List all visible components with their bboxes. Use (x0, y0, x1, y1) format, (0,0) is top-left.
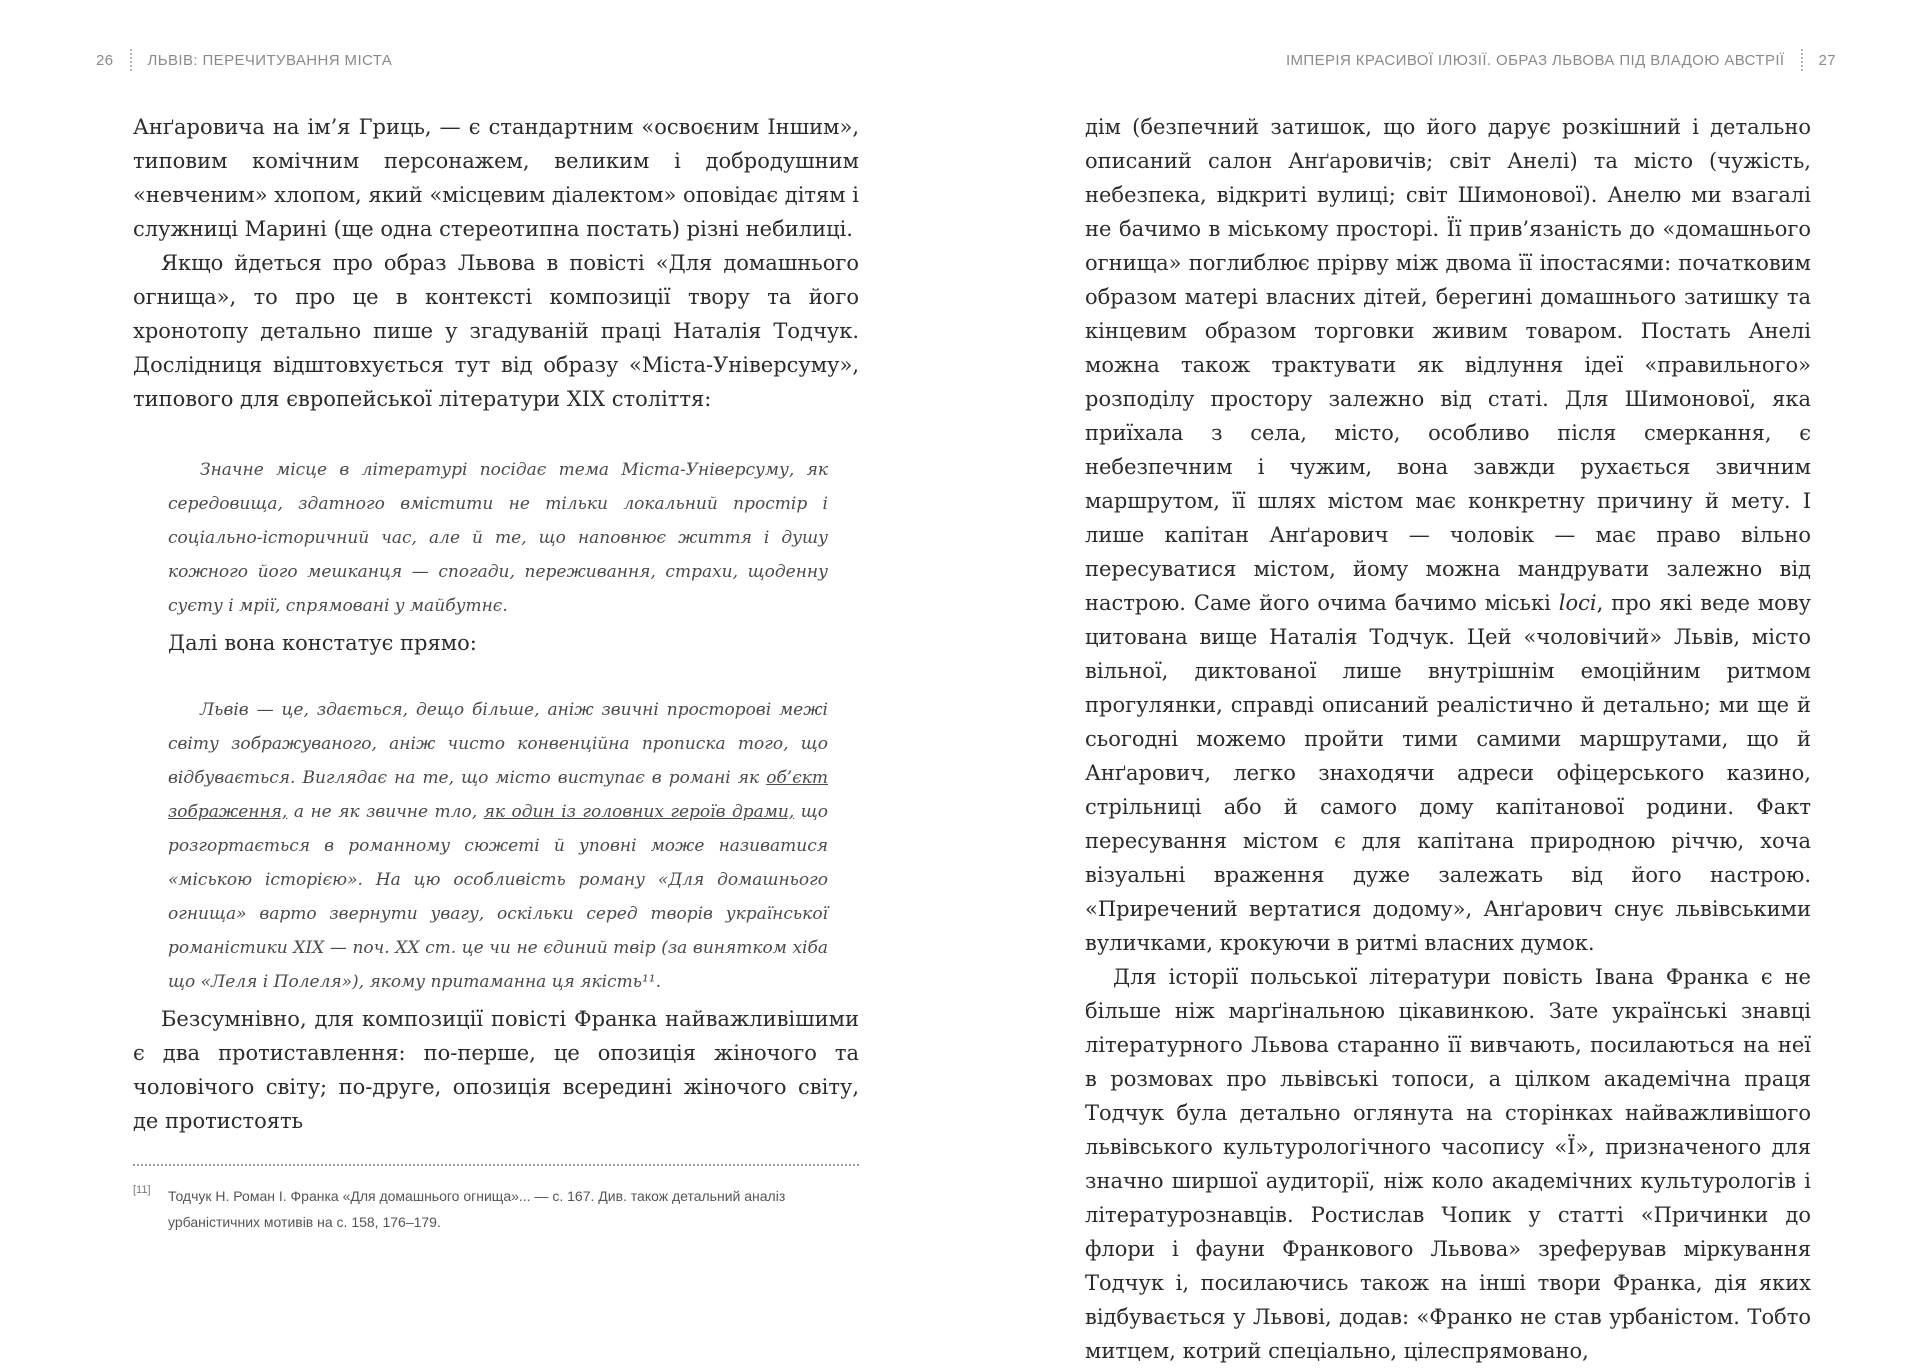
left-page-number: 26 (96, 52, 114, 69)
left-body-bottom (133, 1002, 859, 1138)
block-quote-2 (168, 693, 828, 999)
lead-in: Далі вона констатує прямо: (168, 631, 477, 655)
footnote-text: Тодчук Н. Роман І. Франка «Для домашнього огнища»... — с. 167. Див. також детальний аналіз урбаністичних мотивів на с. 158, 176–179. (168, 1188, 786, 1230)
italic-term: loci (1558, 591, 1597, 615)
right-running-head (1286, 49, 1836, 71)
left-body-top (133, 110, 859, 416)
header-separator (130, 49, 132, 71)
block-quote-1 (168, 453, 828, 623)
quote-text: Значне місце в літературі посідає тема Міста-Універсуму, як середовища, здатного вмістити не тільки локальний простір і соціально-історичний час, але й те, що наповнює життя і душу кожного його мешканця — спогади, переживання, страхи, щоденну суєту і мрії, спрямовані у майбутнє. (168, 460, 828, 616)
left-page (0, 0, 960, 1325)
quote-text: Львів — це, здається, дещо більше, аніж звичні просторові межі світу зображуваного, аніж чисто конвенційна прописка того, що відбувається. Виглядає на те, що місто виступає в романі як об’єкт зображення, а не як звичне тло, як один із головних героїв драми, що розгортається в романному сюжеті й уповні може називатися «міською історією». На цю особливість роману «Для домашнього огнища» варто звернути увагу, оскільки серед творів української романістики XIX — поч. XX ст. це чи не єдиний твір (за винятком хіба що «Леля і Полеля»), якому притаманна ця якість¹¹. (168, 700, 828, 992)
left-header-title: ЛЬВІВ: ПЕРЕЧИТУВАННЯ МІСТА (147, 52, 393, 69)
right-header-title: ІМПЕРІЯ КРАСИВОЇ ІЛЮЗІЇ. ОБРАЗ ЛЬВОВА ПІД ВЛАДОЮ АВСТРІЇ (1285, 52, 1785, 69)
left-running-head (96, 49, 392, 71)
underlined-phrase: об’єкт зображення, (168, 768, 828, 822)
header-separator (1801, 49, 1803, 71)
right-page (960, 0, 1920, 1363)
footnote-mark: [11] (133, 1184, 151, 1196)
right-page-number: 27 (1818, 52, 1836, 69)
paragraph: Для історії польської літератури повість Івана Франка є не більше ніж марґінальною цікавинкою. Зате українські знавці літературного Львова старанно її вивчають, посилаються на неї в розмовах про львівські топоси, а цілком академічна праця Тодчук була детально оглянута на сторінках найважливішого львівського культурологічного часопису «Ї», призначеного для значно ширшої аудиторії, ніж коло академічних культурологів і літературознавців. Ростислав Чопик у статті «Причинки до флори і фауни Франкового Львова» зреферував міркування Тодчук і, посилаючись також на інші твори Франка, дія яких відбувається у Львові, додав: «Франко не став урбаністом. Тобто митцем, котрий спеціально, цілеспрямовано, (1085, 965, 1811, 1363)
footnote-divider (133, 1164, 859, 1166)
paragraph-continued: Анґаровича на ім’я Гриць, — є стандартним «освоєним Іншим», типовим комічним персонажем, великим і добродушним «невченим» хлопом, який «місцевим діалектом» оповідає дітям і служниці Марині (ще одна стереотипна постать) різні небилиці. (133, 115, 859, 241)
paragraph: Безсумнівно, для композиції повісті Франка найважливішими є два протиставлення: по-перше, це опозиція жіночого та чоловічого світу; по-друге, опозиція всередині жіночого світу, де протистоять (133, 1007, 859, 1133)
right-body (1085, 110, 1811, 1368)
paragraph-continued: дім (безпечний затишок, що його дарує розкішний і детально описаний салон Анґаровичів; світ Анелі) та місто (чужість, небезпека, відкриті вулиці; світ Шимонової). Анелю ми взагалі не бачимо в міському просторі. Її прив’язаність до «домашнього огнища» поглиблює прірву між двома її іпостасями: початковим образом матері власних дітей, берегині домашнього затишку та кінцевим образом торговки живим товаром. Постать Анелі можна також трактувати як відлуння ідеї «правильного» розподілу простору залежно від статі. Для Шимонової, яка приїхала з села, місто, особливо після смеркання, є небезпечним і чужим, вона завжди рухається звичним маршрутом, її шлях містом має конкретну причину й мету. І лише капітан Анґарович — чоловік — має право вільно пересуватися містом, йому можна мандрувати залежно від настрою. Саме його очима бачимо міські loci, про які веде мову цитована вище Наталія Тодчук. Цей «чоловічий» Львів, місто вільної, диктованої лише внутрішнім емоційним ритмом прогулянки, справді описаний реалістично й детально; ми ще й сьогодні можемо пройти тими самими маршрутами, що й Анґарович, легко знаходячи адреси офіцерського казино, стрільниці або й самого дому капітанової родини. Факт пересування містом є для капітана природною річчю, хоча візуальні враження дуже залежать від його настрою. «Приречений вертатися додому», Анґарович снує львівськими вуличками, крокуючи в ритмі власних думок. (1085, 115, 1811, 955)
underlined-phrase: як один із головних героїв драми, (483, 802, 795, 822)
paragraph: Якщо йдеться про образ Львова в повісті «Для домашнього огнища», то про це в контексті композиції твору та його хронотопу детально пише у згадуваній праці Наталія Тодчук. Дослідниця відштовхується тут від образу «Міста-Універсуму», типового для європейської літератури XIX століття: (133, 251, 859, 411)
footnote (133, 1183, 859, 1235)
